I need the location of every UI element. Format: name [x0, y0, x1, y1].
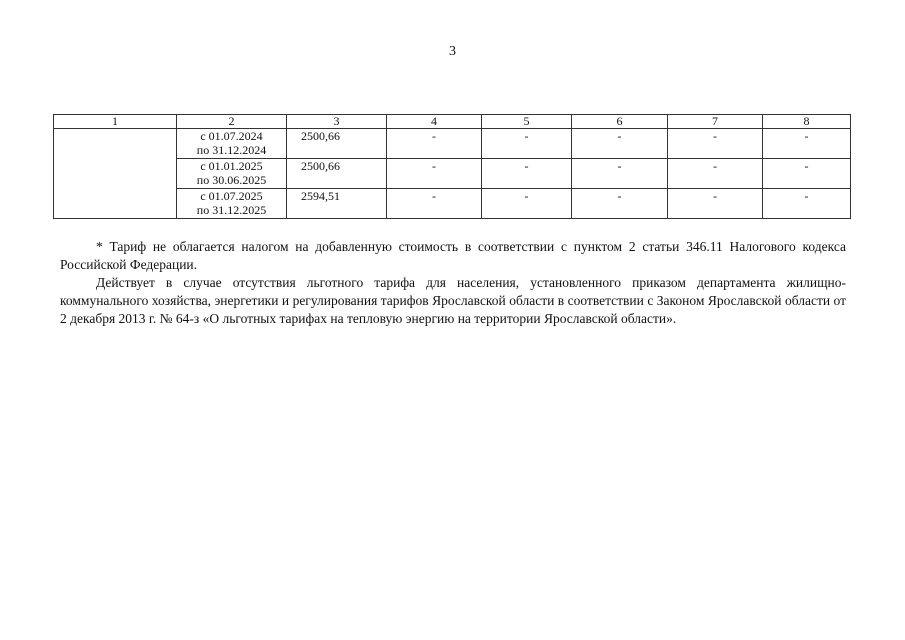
period-to: по 31.12.2024 [196, 143, 267, 157]
column-header-7: 7 [668, 115, 763, 129]
column-header-1: 1 [54, 115, 177, 129]
table-cell: - [572, 129, 668, 159]
page-number: 3 [449, 44, 456, 59]
column-header-5: 5 [482, 115, 572, 129]
column-header-3: 3 [287, 115, 387, 129]
period-to: по 31.12.2025 [196, 203, 267, 217]
period-from: с 01.07.2025 [200, 189, 263, 203]
tariff-value: 2500,66 [287, 159, 387, 189]
table-row [54, 129, 851, 159]
applicability-note: Действует в случае отсутствия льготного тарифа для населения, установленного приказом департамента жилищно-коммунального хозяйства, энергетики и регулирования тарифов Ярославской области в соответствии с Законом Ярославской области от 2 декабря 2013 г. № 64-з «О льготных тарифах на тепловую энергию на территории Ярославской области». [60, 275, 846, 326]
table-header-row [54, 115, 851, 129]
notes-section [60, 238, 846, 328]
table-cell: - [387, 189, 482, 219]
period-cell [177, 129, 287, 159]
column-header-8: 8 [763, 115, 851, 129]
table-cell: - [482, 189, 572, 219]
column-header-4: 4 [387, 115, 482, 129]
tariff-value: 2500,66 [287, 129, 387, 159]
period-cell [177, 159, 287, 189]
period-from: с 01.07.2024 [200, 129, 263, 143]
table-cell: - [572, 189, 668, 219]
period-to: по 30.06.2025 [196, 173, 267, 187]
tariff-table [53, 114, 851, 219]
tariff-value: 2594,51 [287, 189, 387, 219]
table-cell: - [668, 159, 763, 189]
table-cell: - [668, 189, 763, 219]
table-cell: - [572, 159, 668, 189]
period-cell [177, 189, 287, 219]
column-header-6: 6 [572, 115, 668, 129]
group-cell [54, 129, 177, 219]
table-cell: - [763, 129, 851, 159]
table-cell: - [482, 129, 572, 159]
period-from: с 01.01.2025 [200, 159, 263, 173]
table-cell: - [387, 159, 482, 189]
column-header-2: 2 [177, 115, 287, 129]
table-cell: - [668, 129, 763, 159]
table-cell: - [387, 129, 482, 159]
table-cell: - [763, 189, 851, 219]
vat-footnote: * Тариф не облагается налогом на добавленную стоимость в соответствии с пунктом 2 статьи 346.11 Налогового кодекса Российской Федерации. [60, 239, 846, 272]
table-cell: - [763, 159, 851, 189]
table-cell: - [482, 159, 572, 189]
